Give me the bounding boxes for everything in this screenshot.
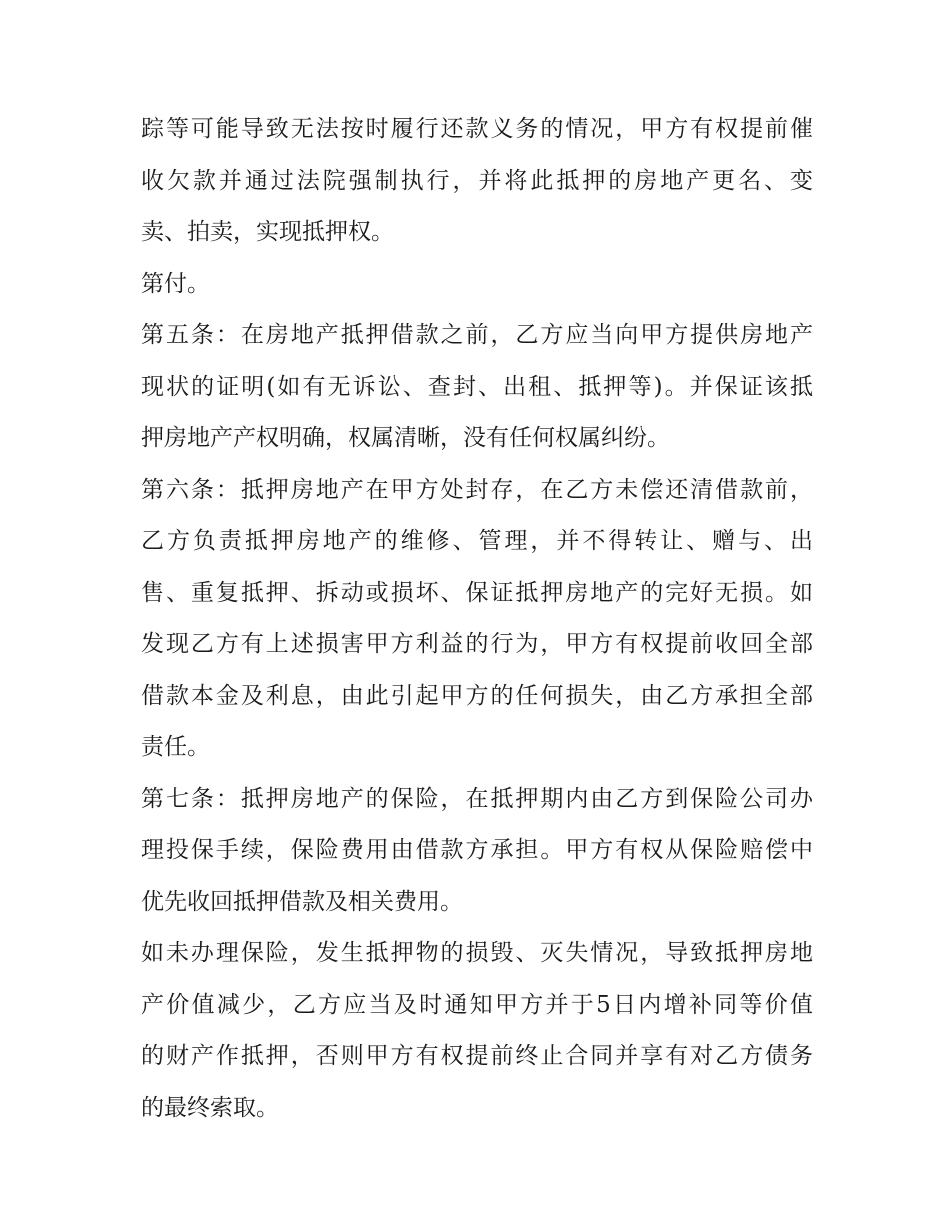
- text-line: 如未办理保险，发生抵押物的损毁、灭失情况，导致抵押房地: [141, 940, 813, 966]
- text-line: 发现乙方有上述损害甲方利益的行为，甲方有权提前收回全部: [141, 631, 813, 657]
- text-line: 的最终索取。: [141, 1094, 279, 1121]
- document-body: [141, 104, 813, 1134]
- text-line: 优先收回抵押借款及相关费用。: [141, 888, 463, 915]
- text-line: 借款本金及利息，由此引起甲方的任何损失，由乙方承担全部: [141, 682, 813, 709]
- text-line: 产价值减少，乙方应当及时通知甲方并于5日内增补同等价值: [141, 991, 813, 1018]
- text-line: 收欠款并通过法院强制执行，并将此抵押的房地产更名、变: [141, 167, 813, 194]
- text-line: 责任。: [141, 734, 210, 760]
- text-line: 的财产作抵押，否则甲方有权提前终止合同并享有对乙方债务: [141, 1043, 813, 1069]
- text-line: 第六条：抵押房地产在甲方处封存，在乙方未偿还清借款前，: [141, 476, 813, 503]
- text-line: 押房地产产权明确，权属清晰，没有任何权属纠纷。: [141, 425, 670, 451]
- text-line: 卖、拍卖，实现抵押权。: [141, 219, 394, 245]
- text-line: 踪等可能导致无法按时履行还款义务的情况，甲方有权提前催: [141, 116, 813, 142]
- text-line: 售、重复抵押、拆动或损坏、保证抵押房地产的完好无损。如: [141, 579, 813, 606]
- text-line: 现状的证明(如有无诉讼、查封、出租、抵押等)。并保证该抵: [141, 373, 813, 400]
- text-line: 第七条：抵押房地产的保险，在抵押期内由乙方到保险公司办: [141, 785, 813, 812]
- text-line: 乙方负责抵押房地产的维修、管理，并不得转让、赠与、出: [141, 528, 813, 554]
- text-line: 第付。: [141, 270, 210, 297]
- text-line: 理投保手续，保险费用由借款方承担。甲方有权从保险赔偿中: [141, 837, 813, 863]
- text-line: 第五条：在房地产抵押借款之前，乙方应当向甲方提供房地产: [141, 322, 813, 348]
